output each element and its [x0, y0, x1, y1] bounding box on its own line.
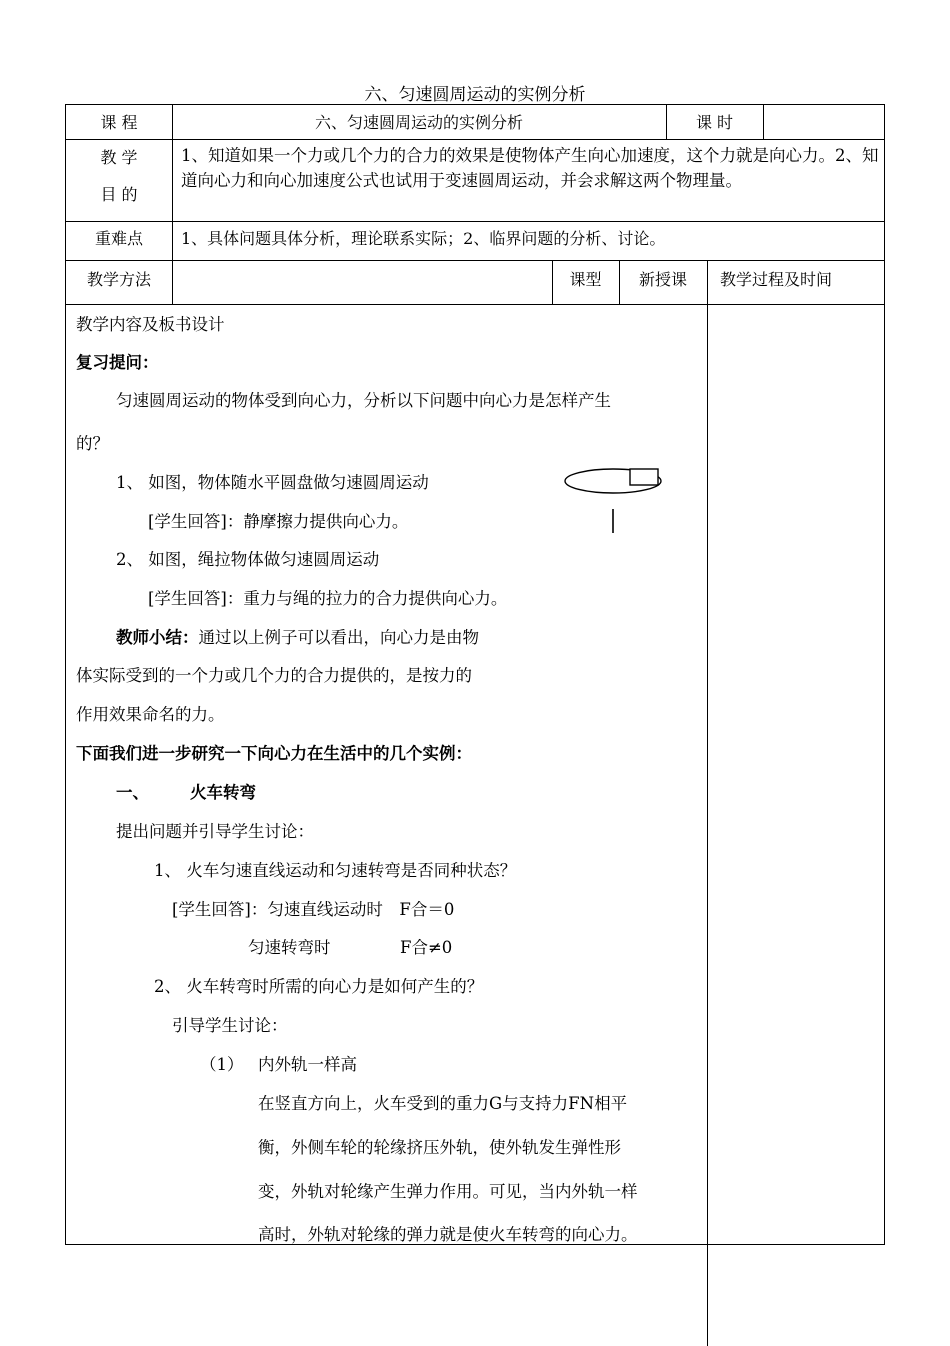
lesson-plan-table [65, 104, 885, 1245]
sub-1-line2: 衡，外侧车轮的轮缘挤压外轨，使外轨发生弹性形 [258, 1138, 621, 1157]
method-label: 教学方法 [86, 270, 151, 289]
block-rect [630, 469, 658, 485]
col-divider [172, 105, 173, 304]
review-title: 复习提问： [76, 353, 159, 372]
type-value: 新授课 [638, 270, 687, 289]
section-1-title: 火车转弯 [190, 783, 256, 802]
review-intro-line2: 的？ [76, 434, 109, 453]
goal-text: 1、知道如果一个力或几个力的合力的效果是使物体产生向心加速度，这个力就是向心力。2、知道向心力和向心加速度公式也试用于变速圆周运动，并会求解这两个物理量。 [181, 146, 879, 190]
point-1-answer: [学生回答]：匀速直线运动时 F合＝0 [172, 900, 455, 919]
row-divider [66, 221, 884, 222]
answer-2: [学生回答]：重力与绳的拉力的合力提供向心力。 [148, 589, 508, 608]
teacher-summary-line1 [116, 624, 479, 648]
sub-1-line4: 高时，外轨对轮缘的弹力就是使火车转弯的向心力。 [258, 1225, 638, 1244]
sub-1-number: （1） [200, 1055, 244, 1074]
point-2: 2、 火车转弯时所需的向心力是如何产生的？ [154, 977, 484, 996]
question-1: 1、 如图，物体随水平圆盘做匀速圆周运动 [116, 473, 429, 492]
answer-1: [学生回答]：静摩擦力提供向心力。 [148, 512, 409, 531]
point-1-answer2-a: 匀速转弯时 [248, 938, 331, 957]
course-label: 课 程 [100, 113, 138, 132]
process-label: 教学过程及时间 [720, 270, 833, 289]
sub-1-line1: 在竖直方向上，火车受到的重力G与支持力FN相平 [258, 1094, 628, 1113]
sub-1-title: 内外轨一样高 [258, 1055, 357, 1074]
type-label: 课型 [569, 270, 602, 289]
col-divider [763, 105, 764, 139]
summary-text-1: 通过以上例子可以看出，向心力是由物 [198, 628, 479, 647]
teacher-summary-line2: 体实际受到的一个力或几个力的合力提供的，是按力的 [76, 666, 472, 685]
key-label: 重难点 [94, 229, 143, 248]
section-1-number: 一、 [116, 783, 149, 802]
col-divider [707, 260, 708, 1346]
guide-discussion: 引导学生讨论： [172, 1016, 288, 1035]
sub-1-line3: 变，外轨对轮缘产生弹力作用。可见，当内外轨一样 [258, 1182, 638, 1201]
point-1: 1、 火车匀速直线运动和匀速转弯是否同种状态？ [154, 861, 517, 880]
point-1-answer2-b: F合≠0 [400, 938, 453, 957]
goal-label-line2: 目 的 [100, 185, 138, 204]
period-label: 课 时 [695, 113, 734, 132]
key-text: 1、具体问题具体分析，理论联系实际；2、临界问题的分析、讨论。 [181, 229, 666, 248]
row-divider [66, 139, 884, 140]
summary-label: 教师小结： [116, 628, 199, 647]
question-2: 2、 如图，绳拉物体做匀速圆周运动 [116, 550, 380, 569]
row-divider [66, 304, 884, 305]
next-title: 下面我们进一步研究一下向心力在生活中的几个实例： [76, 744, 472, 763]
turntable-figure [562, 463, 666, 535]
raise-question: 提出问题并引导学生讨论： [116, 822, 314, 841]
course-value: 六、匀速圆周运动的实例分析 [314, 113, 523, 132]
teacher-summary-line3: 作用效果命名的力。 [76, 705, 225, 724]
document-title: 六、匀速圆周运动的实例分析 [364, 85, 586, 105]
review-intro-line1: 匀速圆周运动的物体受到向心力，分析以下问题中向心力是怎样产生 [116, 391, 611, 410]
content-heading: 教学内容及板书设计 [76, 315, 225, 334]
goal-label-line1: 教 学 [100, 148, 138, 167]
row-divider [66, 260, 884, 261]
